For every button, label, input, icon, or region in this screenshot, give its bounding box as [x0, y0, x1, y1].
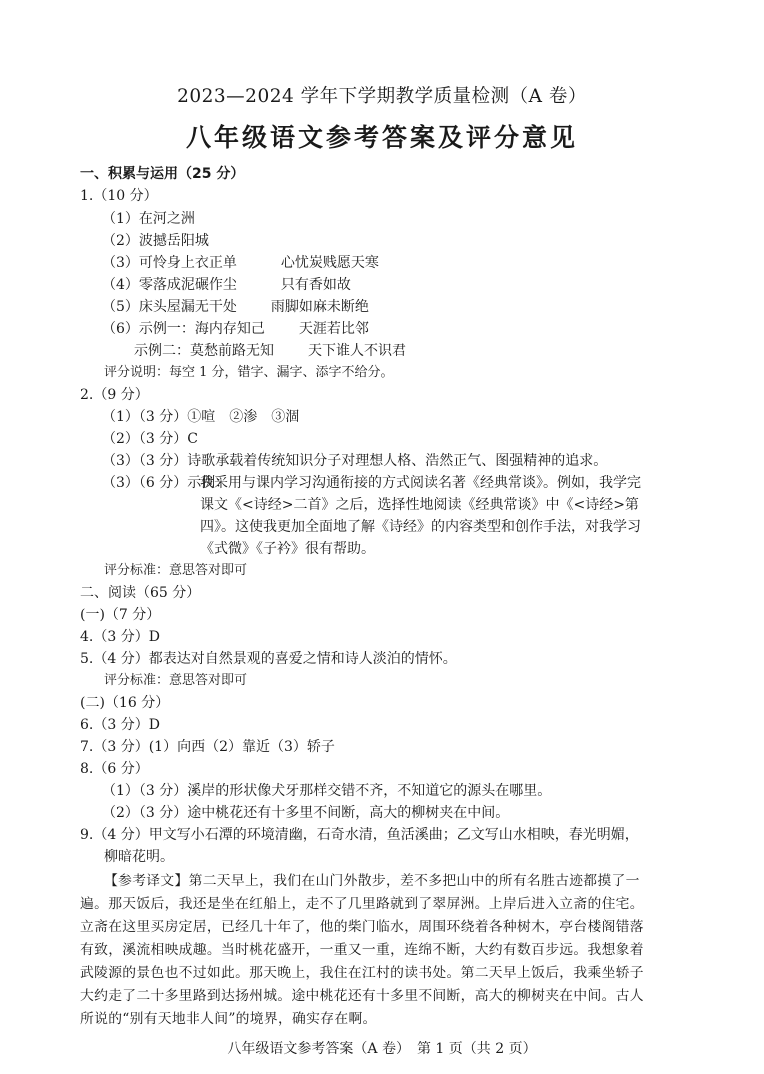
q2-scoring-note: 评分标准：意思答对即可	[104, 563, 248, 578]
question-1-label: 1.（10 分）	[80, 188, 158, 204]
question-2-label: 2.（9 分）	[80, 387, 149, 403]
q2-item-3: （3）（3 分）诗歌承载着传统知识分子对理想人格、浩然正气、图强精神的追求。	[102, 453, 608, 469]
q1-item-3: （3）可怜身上衣正单 心忧炭贱愿天寒	[102, 255, 379, 271]
question-4: 4.（3 分）D	[80, 629, 160, 645]
section-heading-part2: 二、阅读（65 分）	[80, 585, 201, 601]
q8-item-2: （2）（3 分）途中桃花还有十多里不间断，高大的柳树夹在中间。	[102, 805, 510, 821]
question-5: 5.（4 分）都表达对自然景观的喜爱之情和诗人淡泊的情怀。	[80, 651, 457, 667]
page-footer: 八年级语文参考答案（A 卷） 第 1 页（共 2 页）	[227, 1041, 537, 1057]
q1-scoring-note: 评分说明：每空 1 分，错字、漏字、添字不给分。	[104, 365, 394, 380]
q2-item-4-line-4: 《式微》《子衿》很有帮助。	[200, 541, 375, 557]
document-title: 八年级语文参考答案及评分意见	[185, 123, 578, 152]
q2-item-2: （2）（3 分）C	[102, 431, 198, 447]
exam-title: 2023—2024 学年下学期教学质量检测（A 卷）	[177, 86, 587, 107]
q2-item-4-line-2: 课文《<诗经>二首》之后，选择性地阅读《经典常谈》中《<诗经>第	[200, 497, 639, 513]
translation-line-3: 立斋在这里买房定居，已经几十年了，他的柴门临水，周围环绕着各种树木，亭台楼阁错落	[80, 919, 644, 935]
question-9-line-2: 柳暗花明。	[104, 849, 174, 865]
translation-line-4: 有致，溪流相映成趣。当时桃花盛开，一重又一重，连绵不断，大约有数百步远。我想象着	[80, 942, 644, 958]
translation-line-5: 武陵源的景色也不过如此。那天晚上，我住在江村的读书处。第二天早上饭后，我乘坐轿子	[80, 965, 644, 981]
q1-item-6b: 示例二：莫愁前路无知 天下谁人不识君	[134, 343, 406, 359]
question-8: 8.（6 分）	[80, 761, 149, 777]
subsection-2-label: (二)（16 分）	[80, 695, 170, 711]
q2-item-4-line-1: 我采用与课内学习沟通衔接的方式阅读名著《经典常谈》。例如，我学完	[200, 475, 641, 491]
q2-item-4-lead: （3）（6 分）示例：	[102, 475, 230, 491]
q1-item-1: （1）在河之洲	[102, 211, 195, 227]
q1-item-5: （5）床头屋漏无干处 雨脚如麻未断绝	[102, 299, 369, 315]
q2-item-4-line-3: 四》。这使我更加全面地了解《诗经》的内容类型和创作手法，对我学习	[200, 519, 641, 535]
question-7: 7.（3 分）(1）向西（2）靠近（3）轿子	[80, 739, 335, 755]
translation-line-1: 【参考译文】第二天早上，我们在山门外散步，差不多把山中的所有名胜古迹都摸了一	[104, 873, 640, 889]
question-9-line-1: 9.（4 分）甲文写小石潭的环境清幽，石奇水清，鱼活溪曲；乙文写山水相映，春光明媚，	[80, 827, 639, 843]
translation-heading: 【参考译文】	[104, 873, 189, 889]
q8-item-1: （1）（3 分）溪岸的形状像犬牙那样交错不齐，不知道它的源头在哪里。	[102, 783, 552, 799]
q5-scoring-note: 评分标准：意思答对即可	[104, 673, 248, 688]
section-heading-part1: 一、积累与运用（25 分）	[80, 166, 245, 182]
q1-item-6: （6）示例一：海内存知己 天涯若比邻	[102, 321, 369, 337]
q2-item-1: （1）（3 分）①喧 ②渗 ③涸	[102, 409, 300, 425]
translation-line-2: 遍。那天饭后，我还是坐在红船上，走不了几里路就到了翠屏洲。上岸后进入立斋的住宅。	[80, 896, 644, 912]
question-6: 6.（3 分）D	[80, 717, 160, 733]
translation-line-6: 大约走了二十多里路到达扬州城。途中桃花还有十多里不间断，高大的柳树夹在中间。古人	[80, 988, 644, 1004]
subsection-1-label: (一)（7 分）	[80, 607, 161, 623]
q1-item-4: （4）零落成泥碾作尘 只有香如故	[102, 277, 351, 293]
translation-line-7: 所说的“别有天地非人间”的境界，确实存在啊。	[80, 1011, 377, 1027]
q1-item-2: （2）波撼岳阳城	[102, 233, 209, 249]
